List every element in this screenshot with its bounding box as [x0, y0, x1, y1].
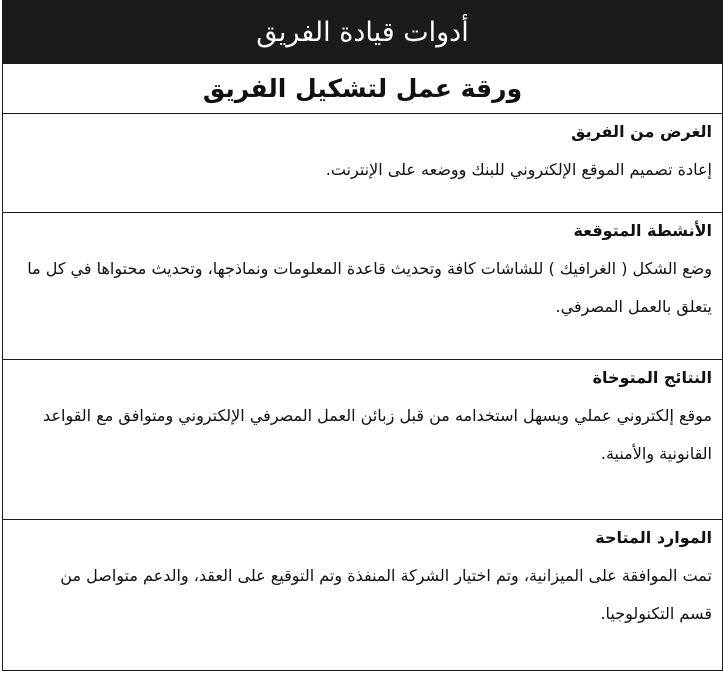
section-body: إعادة تصميم الموقع الإلكتروني للبنك ووضعه على الإنترنت. [325, 160, 712, 179]
section-expected-activities [3, 213, 722, 360]
section-available-resources [3, 520, 722, 672]
worksheet [2, 0, 723, 671]
section-team-purpose [3, 114, 722, 213]
sheet-title: ورقة عمل لتشكيل الفريق [202, 74, 523, 103]
section-body: تمت الموافقة على الميزانية، وتم اختيار الشركة المنفذة وتم التوقيع على العقد، والدعم متواصل من قسم التكنولوجيا. [60, 566, 712, 623]
band-title: أدوات قيادة الفريق [256, 16, 469, 48]
section-heading: النتائج المتوخاة [592, 368, 712, 387]
top-band [3, 1, 722, 64]
sheet-title-row [3, 64, 722, 114]
section-heading: الموارد المتاحة [595, 528, 712, 547]
section-heading: الأنشطة المتوقعة [573, 221, 712, 240]
section-body: وضع الشكل ( الغرافيك ) للشاشات كافة وتحديث قاعدة المعلومات ونماذجها، وتحديث محتواها في كل ما يتعلق بالعمل المصرفي. [27, 259, 712, 316]
section-heading: الغرض من الفريق [571, 122, 712, 141]
section-intended-results [3, 360, 722, 520]
section-body: موقع إلكتروني عملي ويسهل استخدامه من قبل زبائن العمل المصرفي الإلكتروني ومتوافق مع القواعد القانونية والأمنية. [43, 406, 712, 463]
